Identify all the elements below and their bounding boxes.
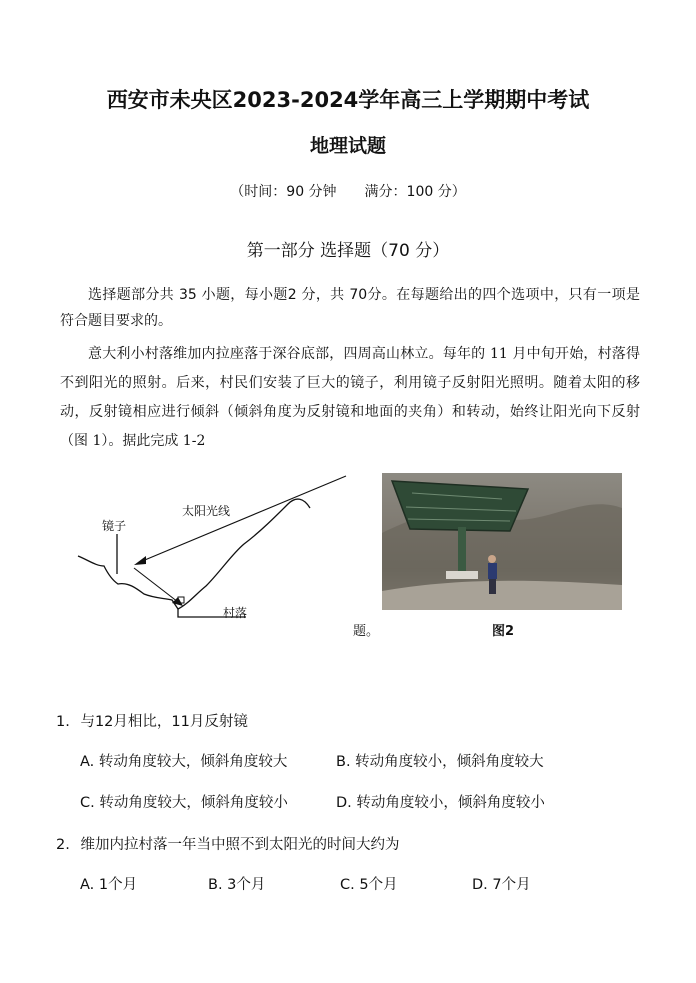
mirror-base — [446, 571, 478, 579]
exam-meta: （时间：90 分钟 满分：100 分） — [230, 184, 466, 200]
question-number: 2. — [56, 837, 70, 853]
q2-option-b: B. 3个月 — [208, 877, 266, 893]
person-body — [488, 563, 497, 579]
passage: 意大利小村落维加内拉座落于深谷底部，四周高山林立。每年的 11 月中旬开始，村落得不到阳光的照射。后来，村民们安装了巨大的镜子，利用镜子反射阳光照明。随着太阳的移动，反射镜相应进行倾斜（倾斜角度为反射镜和地面的夹角）和转动，始终让阳光向下反射（图 1）。据此完成 1-2 — [60, 346, 640, 449]
question-number: 1. — [56, 714, 70, 730]
person-legs — [489, 579, 496, 594]
mirror-post — [458, 527, 466, 573]
q2-option-a: A. 1个月 — [80, 877, 138, 893]
question-1 — [56, 710, 248, 731]
question-stem: 维加内拉村落一年当中照不到太阳光的时间大约为 — [80, 837, 400, 853]
q2-option-d: D. 7个月 — [472, 877, 531, 893]
question-2 — [56, 833, 399, 854]
figure-trailing-text: 题。 — [353, 624, 380, 639]
sunlight-arrowhead — [134, 556, 146, 565]
q1-option-d: D. 转动角度较小，倾斜角度较小 — [336, 795, 545, 811]
question-stem: 与12月相比，11月反射镜 — [80, 714, 248, 730]
q2-option-c: C. 5个月 — [340, 877, 398, 893]
mirror-label: 镜子 — [102, 519, 127, 533]
figure-1-diagram — [74, 470, 354, 630]
sunlight-label: 太阳光线 — [182, 504, 231, 518]
q1-option-a: A. 转动角度较大，倾斜角度较大 — [80, 754, 288, 770]
q1-option-b: B. 转动角度较小，倾斜角度较大 — [336, 754, 544, 770]
figure-2-caption: 图2 — [492, 624, 515, 639]
mirror-panel — [392, 481, 528, 531]
village-label: 村落 — [223, 606, 248, 620]
person-head — [488, 555, 496, 563]
q1-option-c: C. 转动角度较大，倾斜角度较小 — [80, 795, 288, 811]
page-subtitle: 地理试题 — [309, 135, 386, 157]
section-title: 第一部分 选择题（70 分） — [246, 241, 450, 261]
sunlight-arrow-line — [140, 476, 346, 562]
instructions: 选择题部分共 35 小题，每小题2 分，共 70分。在每题给出的四个选项中，只有一项是符合题目要求的。 — [60, 287, 640, 329]
page-title: 西安市未央区2023-2024学年高三上学期期中考试 — [106, 88, 590, 112]
figure-2-photo — [382, 473, 622, 610]
